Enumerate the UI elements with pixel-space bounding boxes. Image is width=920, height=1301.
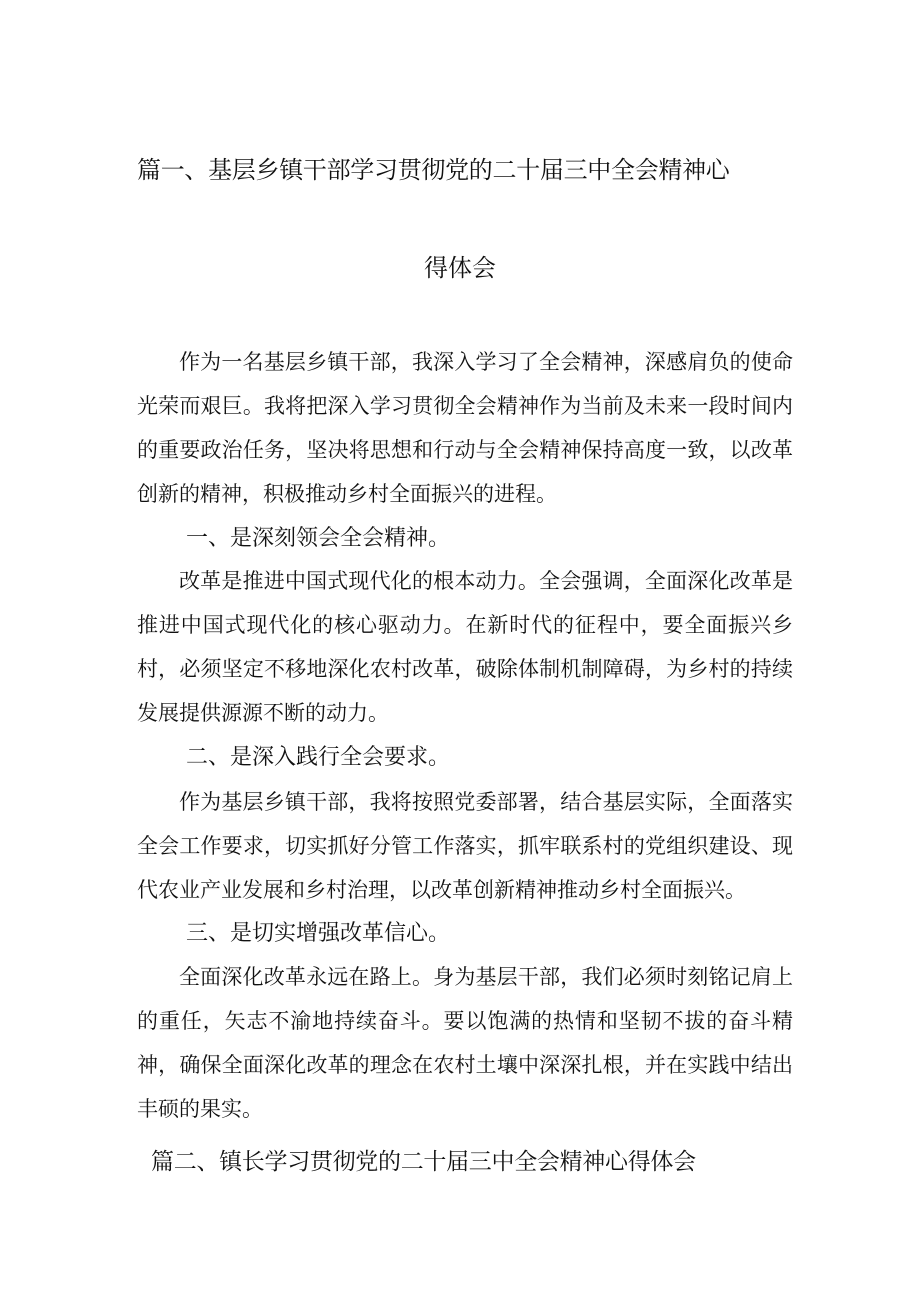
section-heading-1: 一、是深刻领会全会精神。 [186, 526, 451, 551]
section-body-1: 改革是推进中国式现代化的根本动力。全会强调，全面深化改革是推进中国式现代化的核心驱动力。在新时代的征程中，要全面振兴乡村，必须坚定不移地深化农村改革，破除体制机制障碍，为乡村的持续发展提供源源不断的动力。 [137, 569, 793, 725]
article-title-line1: 篇一、基层乡镇干部学习贯彻党的二十届三中全会精神心 [137, 156, 730, 184]
next-article-title: 篇二、镇长学习贯彻党的二十届三中全会精神心得体会 [151, 1149, 696, 1175]
intro-paragraph: 作为一名基层乡镇干部，我深入学习了全会精神，深感肩负的使命光荣而艰巨。我将把深入学习贯彻全会精神作为当前及未来一段时间内的重要政治任务，坚决将思想和行动与全会精神保持高度一致，以改革创新的精神，积极推动乡村全面振兴的进程。 [137, 350, 793, 506]
section-heading-3: 三、是切实增强改革信心。 [186, 921, 451, 946]
section-body-2: 作为基层乡镇干部，我将按照党委部署，结合基层实际，全面落实全会工作要求，切实抓好分管工作落实，抓牢联系村的党组织建设、现代农业产业发展和乡村治理，以改革创新精神推动乡村全面振兴。 [137, 790, 793, 902]
section-body-3: 全面深化改革永远在路上。身为基层干部，我们必须时刻铭记肩上的重任，矢志不渝地持续奋斗。要以饱满的热情和坚韧不拔的奋斗精神，确保全面深化改革的理念在农村土壤中深深扎根，并在实践中结出丰硕的果实。 [137, 965, 793, 1121]
article-title-line2: 得体会 [424, 254, 496, 282]
section-heading-2: 二、是深入践行全会要求。 [186, 745, 451, 770]
